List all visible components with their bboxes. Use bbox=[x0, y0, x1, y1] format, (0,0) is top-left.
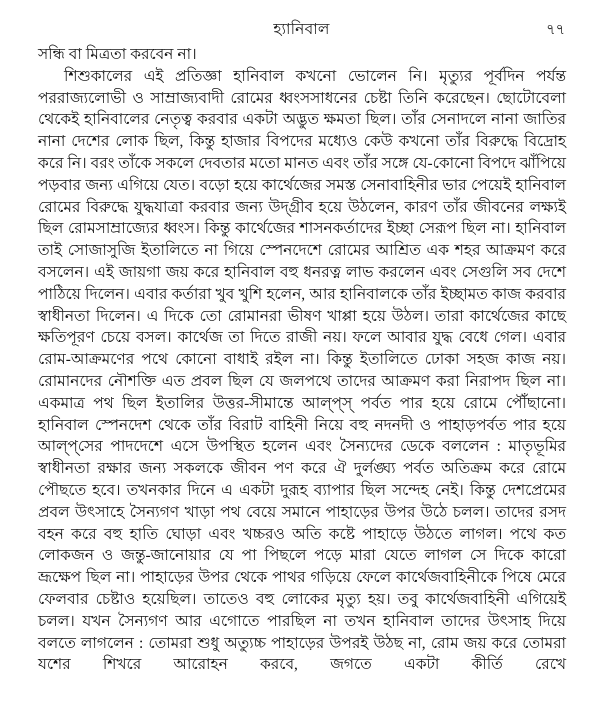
paragraph-main: শিশুকালের এই প্রতিজ্ঞা হানিবাল কখনো ভোলেন নি। মৃত্যুর পূর্বদিন পর্যন্ত পররাজ্যলোভী ও সাম্রাজ্যবাদী রোমের ধ্বংসসাধনের চেষ্টা তিনি করেছেন। ছোটোবেলা থেকেই হানিবালের নেতৃত্ব করবার একটা অদ্ভুত ক্ষমতা ছিল। তাঁর সেনাদলে নানা জাতির নানা দেশের লোক ছিল, কিন্তু হাজার বিপদের মধ্যেও কেউ কখনো তাঁর বিরুদ্ধে বিদ্রোহ করে নি। বরং তাঁকে সকলে দেবতার মতো মানত এবং তাঁর সঙ্গে যে-কোনো বিপদে ঝাঁপিয়ে পড়বার জন্য এগিয়ে যেত। বড়ো হয়ে কার্থেজের সমস্ত সেনাবাহিনীর ভার পেয়েই হানিবাল রোমের বিরুদ্ধে যুদ্ধযাত্রা করবার জন্য উদ্‌গ্রীব হয়ে উঠলেন, কারণ তাঁর জীবনের লক্ষ্যই ছিল রোমসাম্রাজ্যের ধ্বংস। কিন্তু কার্থেজের শাসনকর্তাদের ইচ্ছা সেরূপ ছিল না। হানিবাল তাই সোজাসুজি ইতালিতে না গিয়ে স্পেনদেশে রোমের আশ্রিত এক শহর আক্রমণ করে বসলেন। এই জায়গা জয় করে হানিবাল বহু ধনরত্ন লাভ করলেন এবং সেগুলি সব দেশে পাঠিয়ে দিলেন। এবার কর্তারা খুব খুশি হলেন, আর হানিবালকে তাঁর ইচ্ছামত কাজ করবার স্বাধীনতা দিলেন। এ দিকে তো রোমানরা ভীষণ খাপ্পা হয়ে উঠল। তারা কার্থেজের কাছে ক্ষতিপূরণ চেয়ে বসল। কার্থেজ তা দিতে রাজী নয়। ফলে আবার যুদ্ধ বেধে গেল। এবার রোম-আক্রমণের পথে কোনো বাধাই রইল না। কিন্তু ইতালিতে ঢোকা সহজ কাজ নয়। রোমানদের নৌশক্তি এত প্রবল ছিল যে জলপথে তাদের আক্রমণ করা নিরাপদ ছিল না। একমাত্র পথ ছিল ইতালির উত্তর-সীমান্তে আল্প্‌স্ পর্বত পার হয়ে রোমে পৌঁছানো। হানিবাল স্পেনদেশ থেকে তাঁর বিরাট বাহিনী নিয়ে বহু নদনদী ও পাহাড়পর্বত পার হয়ে আল্প্‌সের পাদদেশে এসে উপস্থিত হলেন এবং সৈন্যদের ডেকে বললেন : মাতৃভূমির স্বাধীনতা রক্ষার জন্য সকলকে জীবন পণ করে ঐ দুর্লঙ্ঘ্য পর্বত অতিক্রম করে রোমে পৌছতে হবে। তখনকার দিনে এ একটা দুরূহ ব্যাপার ছিল সন্দেহ নেই। কিন্তু দেশপ্রেমের প্রবল উৎসাহে সৈন্যগণ খাড়া পথ বেয়ে সমানে পাহাড়ের উপর উঠে চলল। তাদের রসদ বহন করে বহু হাতি ঘোড়া এবং খচ্চরও অতি কষ্টে পাহাড়ে উঠতে লাগল। পথে কত লোকজন ও জন্তু-জানোয়ার যে পা পিছলে পড়ে মারা যেতে লাগল সে দিকে কারো ভ্রূক্ষেপ ছিল না। পাহাড়ের উপর থেকে পাথর গড়িয়ে ফেলে কার্থেজবাহিনীকে পিষে মেরে ফেলবার চেষ্টাও হয়েছিল। তাতেও বহু লোকের মৃত্যু হয়। তবু কার্থেজবাহিনী এগিয়েই চলল। যখন সৈন্যগণ আর এগোতে পারছিল না তখন হানিবাল তাদের উৎসাহ দিয়ে বলতে লাগলেন : তোমরা শুধু অত্যুচ্চ পাহাড়ের উপরই উঠছ না, রোম জয় করে তোমরা যশের শিখরে আরোহন করবে, জগতে একটা কীর্তি রেখে bbox=[38, 67, 566, 674]
body-text-block bbox=[38, 44, 566, 676]
paragraph-continuation: সন্ধি বা মিত্রতা করবেন না। bbox=[38, 46, 197, 63]
page-number: ৭৭ bbox=[546, 22, 565, 38]
running-head bbox=[38, 20, 565, 44]
page-title: হ্যানিবাল bbox=[273, 21, 330, 38]
